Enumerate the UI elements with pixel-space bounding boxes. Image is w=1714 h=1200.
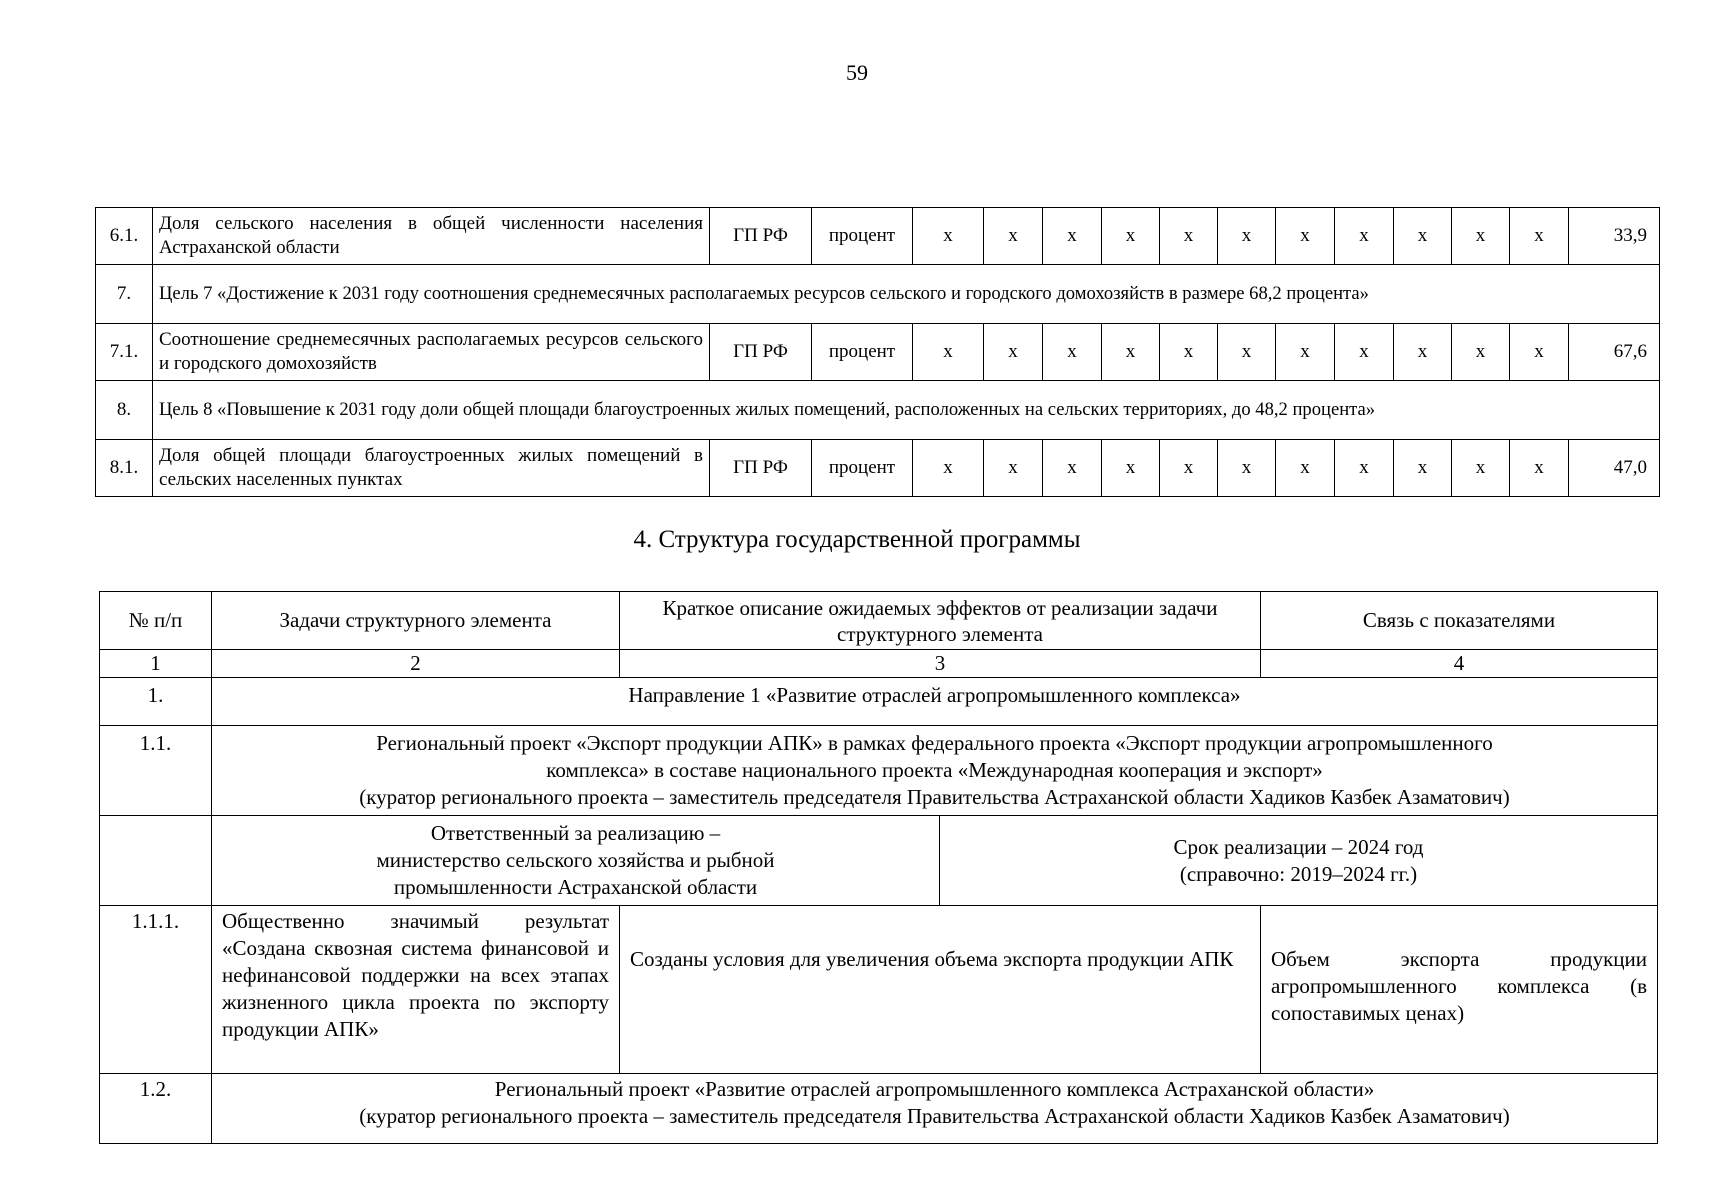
indicator-mark: x [1160,324,1218,381]
indicator-mark: x [1276,440,1335,497]
goal-row [96,381,1660,440]
direction-num: 1. [100,678,212,726]
indicator-mark: x [1335,440,1394,497]
project-1-2-num: 1.2. [100,1074,212,1144]
indicator-mark: x [1452,324,1510,381]
indicator-mark: x [984,440,1043,497]
responsible-row [100,816,1658,906]
goal-text: Цель 8 «Повышение к 2031 году доли общей площади благоустроенных жилых помещений, расположенных на сельских территориях, до 48,2 процента» [153,381,1660,440]
header-link: Связь с показателями [1261,592,1658,650]
indicator-mark: x [1102,440,1160,497]
indicator-value: 67,6 [1569,324,1660,381]
direction-row [100,678,1658,726]
indicator-num: 8.1. [96,440,153,497]
indicator-source: ГП РФ [710,324,812,381]
task-1-1-1-task: Общественно значимый результат «Создана сквозная система финансовой и нефинансовой поддержки на всех этапах жизненного цикла проекта по экспорту продукции АПК» [212,906,620,1074]
indicator-mark: x [1394,208,1452,265]
indicator-mark: x [1218,440,1276,497]
task-1-1-1-num: 1.1.1. [100,906,212,1074]
column-numbers-row [100,650,1658,678]
column-number-4: 4 [1261,650,1658,678]
indicator-unit: процент [812,440,913,497]
project-1-1-line1: Региональный проект «Экспорт продукции АПК» в рамках федерального проекта «Экспорт продукции агропромышленного [376,731,1493,755]
indicator-name: Соотношение среднемесячных располагаемых ресурсов сельского и городского домохозяйств [153,324,710,381]
indicator-mark: x [1043,440,1102,497]
indicator-mark: x [1160,208,1218,265]
goal-row [96,265,1660,324]
responsible-line2: министерство сельского хозяйства и рыбной [376,848,775,872]
indicator-mark: x [1452,440,1510,497]
term-line1: Срок реализации – 2024 год [1173,834,1424,859]
indicator-mark: x [1394,440,1452,497]
project-1-1-num: 1.1. [100,726,212,816]
term-line2: (справочно: 2019–2024 гг.) [1179,861,1418,886]
indicator-mark: x [1102,208,1160,265]
indicator-mark: x [1452,208,1510,265]
indicator-row [96,208,1660,265]
indicator-mark: x [1043,324,1102,381]
indicator-mark: x [913,208,984,265]
column-number-1: 1 [100,650,212,678]
indicator-source: ГП РФ [710,208,812,265]
responsible-line3: промышленности Астраханской области [393,875,758,899]
header-tasks: Задачи структурного элемента [212,592,620,650]
indicator-mark: x [1043,208,1102,265]
goal-num: 8. [96,381,153,440]
goal-num: 7. [96,265,153,324]
section-title: 4. Структура государственной программы [633,526,1081,553]
indicator-name: Доля общей площади благоустроенных жилых помещений в сельских населенных пунктах [153,440,710,497]
header-num: № п/п [100,592,212,650]
indicator-unit: процент [812,208,913,265]
goal-text: Цель 7 «Достижение к 2031 году соотношения среднемесячных располагаемых ресурсов сельского и городского домохозяйств в размере 68,2 процента» [153,265,1660,324]
indicator-mark: x [1510,208,1569,265]
indicator-mark: x [984,324,1043,381]
indicator-row [96,440,1660,497]
project-1-1-line3: (куратор регионального проекта – заместитель председателя Правительства Астраханской области Хадиков Казбек Азаматович) [359,785,1510,809]
task-1-1-1-effect: Созданы условия для увеличения объема экспорта продукции АПК [620,906,1261,1074]
responsible-line1: Ответственный за реализацию – [430,821,721,845]
indicator-mark: x [913,440,984,497]
project-1-2-line2: (куратор регионального проекта – заместитель председателя Правительства Астраханской области Хадиков Казбек Азаматович) [359,1104,1510,1128]
indicator-mark: x [1102,324,1160,381]
indicator-row [96,324,1660,381]
indicator-mark: x [1394,324,1452,381]
indicator-mark: x [1160,440,1218,497]
indicator-value: 47,0 [1569,440,1660,497]
indicator-mark: x [1218,208,1276,265]
term-text [940,816,1658,906]
indicator-mark: x [913,324,984,381]
indicator-name: Доля сельского населения в общей численности населения Астраханской области [153,208,710,265]
project-1-1-row [100,726,1658,816]
indicator-mark: x [1276,324,1335,381]
responsible-empty-cell [100,816,212,906]
indicator-mark: x [1335,208,1394,265]
column-number-3: 3 [620,650,1261,678]
responsible-text [212,816,940,906]
project-1-2-line1: Региональный проект «Развитие отраслей агропромышленного комплекса Астраханской области» [494,1077,1375,1101]
indicator-num: 6.1. [96,208,153,265]
indicator-mark: x [1510,440,1569,497]
project-1-2-text [212,1074,1658,1144]
structure-table [99,591,1658,1144]
column-number-2: 2 [212,650,620,678]
indicator-mark: x [1276,208,1335,265]
indicator-mark: x [1335,324,1394,381]
header-effects: Краткое описание ожидаемых эффектов от реализации задачи структурного элемента [620,592,1261,650]
indicator-value: 33,9 [1569,208,1660,265]
direction-text: Направление 1 «Развитие отраслей агропромышленного комплекса» [212,678,1658,726]
page-number: 59 [846,60,868,85]
project-1-2-row [100,1074,1658,1144]
indicator-unit: процент [812,324,913,381]
indicator-source: ГП РФ [710,440,812,497]
indicator-mark: x [1510,324,1569,381]
indicators-table [95,207,1660,497]
indicator-mark: x [984,208,1043,265]
task-1-1-1-row [100,906,1658,1074]
indicator-mark: x [1218,324,1276,381]
indicator-num: 7.1. [96,324,153,381]
task-1-1-1-link: Объем экспорта продукции агропромышленного комплекса (в сопоставимых ценах) [1261,906,1658,1074]
header-row [100,592,1658,650]
project-1-1-line2: комплекса» в составе национального проекта «Международная кооперация и экспорт» [546,758,1323,782]
project-1-1-text [212,726,1658,816]
